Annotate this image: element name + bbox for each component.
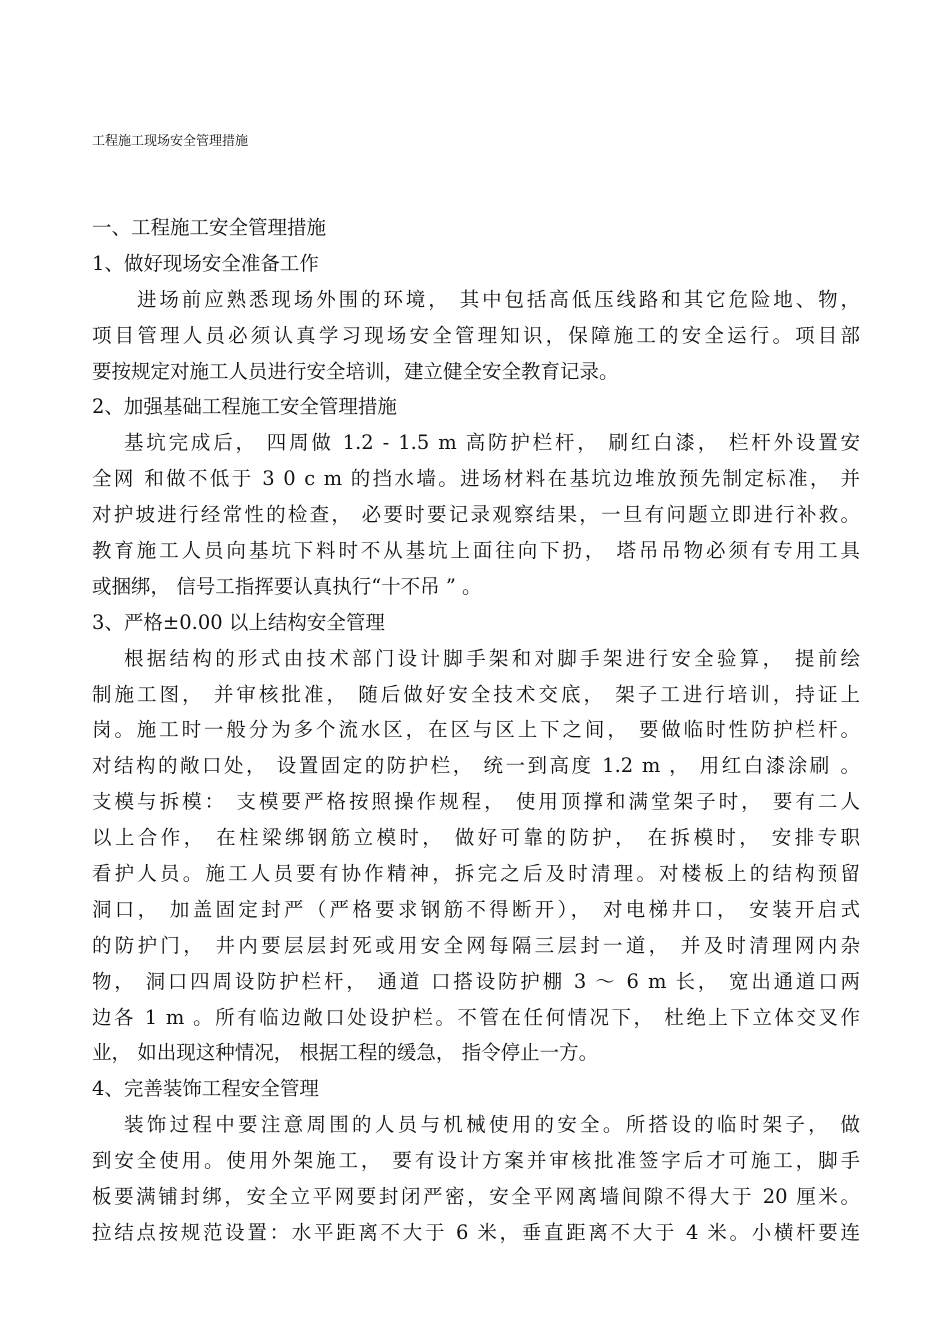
document-body xyxy=(92,210,860,1251)
subsection-heading: 3、严格±0.00 以上结构安全管理 xyxy=(92,610,385,634)
paragraph-line: 边各 1 m 。所有临边敞口处设护栏。不管在任何情况下， 杜绝上下立体交叉作 xyxy=(92,1005,860,1029)
subsection-heading: 1、做好现场安全准备工作 xyxy=(92,251,319,275)
paragraph-line: 对护坡进行经常性的检查， 必要时要记录观察结果，一旦有问题立即进行补救。 xyxy=(92,503,860,527)
paragraph-line: 业， 如出现这种情况， 根据工程的缓急， 指令停止一方。 xyxy=(92,1041,599,1065)
paragraph-line: 到安全使用。使用外架施工， 要有设计方案并审核批准签字后才可施工，脚手 xyxy=(92,1149,860,1173)
paragraph-line: 板要满铺封绑，安全立平网要封闭严密，安全平网离墙间隙不得大于 20 厘米。 xyxy=(92,1185,860,1209)
paragraph-line: 以上合作， 在柱梁绑钢筋立模时， 做好可靠的防护， 在拆模时， 安排专职 xyxy=(92,826,860,850)
subsection-heading: 4、完善装饰工程安全管理 xyxy=(92,1077,319,1101)
paragraph-line: 项目管理人员必须认真学习现场安全管理知识，保障施工的安全运行。项目部 xyxy=(92,323,860,347)
paragraph-line: 的防护门， 井内要层层封死或用安全网每隔三层封一道， 并及时清理网内杂 xyxy=(92,933,860,957)
subsection-heading: 2、加强基础工程施工安全管理措施 xyxy=(92,395,397,419)
paragraph-line: 洞口， 加盖固定封严（严格要求钢筋不得断开）， 对电梯井口， 安装开启式 xyxy=(92,897,860,921)
paragraph-line: 全网 和做不低于 3 0 c m 的挡水墙。进场材料在基坑边堆放预先制定标准， 并 xyxy=(92,467,860,491)
paragraph-line: 制施工图， 并审核批准， 随后做好安全技术交底， 架子工进行培训，持证上 xyxy=(92,682,860,706)
paragraph-line: 基坑完成后， 四周做 1.2 - 1.5 m 高防护栏杆， 刷红白漆， 栏杆外设置安 xyxy=(124,431,860,455)
paragraph-line: 看护人员。施工人员要有协作精神，拆完之后及时清理。对楼板上的结构预留 xyxy=(92,862,860,886)
paragraph-line: 教育施工人员向基坑下料时不从基坑上面往向下扔， 塔吊吊物必须有专用工具 xyxy=(92,539,860,563)
paragraph-line: 装饰过程中要注意周围的人员与机械使用的安全。所搭设的临时架子， 做 xyxy=(124,1113,860,1137)
running-title: 工程施工现场安全管理措施 xyxy=(92,134,249,149)
paragraph-line: 根据结构的形式由技术部门设计脚手架和对脚手架进行安全验算， 提前绘 xyxy=(124,646,860,670)
paragraph-line: 拉结点按规范设置：水平距离不大于 6 米，垂直距离不大于 4 米。小横杆要连 xyxy=(92,1220,860,1244)
section-heading: 一、工程施工安全管理措施 xyxy=(92,216,327,239)
paragraph-line: 或捆绑， 信号工指挥要认真执行“十不吊 ” 。 xyxy=(92,574,482,598)
paragraph-line: 对结构的敞口处， 设置固定的防护栏， 统一到高度 1.2 m ， 用红白漆涂刷 。 xyxy=(92,754,860,778)
paragraph-line: 物， 洞口四周设防护栏杆， 通道 口搭设防护棚 3 ～ 6 m 长， 宽出通道口两 xyxy=(92,969,860,993)
paragraph-line: 支模与拆模： 支模要严格按照操作规程， 使用顶撑和满堂架子时， 要有二人 xyxy=(92,790,860,814)
paragraph-line: 岗。施工时一般分为多个流水区，在区与区上下之间， 要做临时性防护栏杆。 xyxy=(92,718,860,742)
paragraph-line: 要按规定对施工人员进行安全培训，建立健全安全教育记录。 xyxy=(92,359,619,383)
paragraph-line: 进场前应熟悉现场外围的环境， 其中包括高低压线路和其它危险地、物， xyxy=(137,287,860,311)
